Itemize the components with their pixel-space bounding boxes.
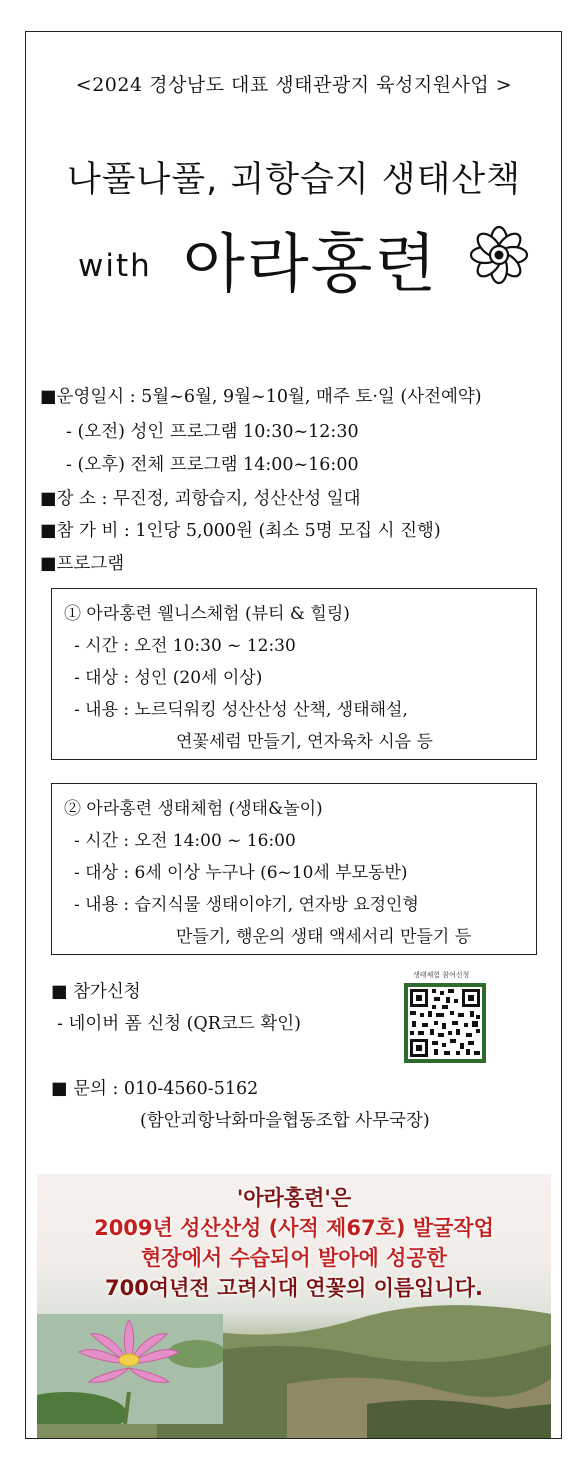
program1-content-cont: 연꽃세럼 만들기, 연자육차 시음 등 (176, 732, 433, 752)
program-box-1 (51, 588, 537, 760)
program2-target: - 대상 : 6세 이상 누구나 (6~10세 부모동반) (74, 863, 408, 883)
poster-title: 나풀나풀, 괴항습지 생태산책 (66, 160, 522, 200)
info-morning: - (오전) 성인 프로그램 10:30~12:30 (66, 422, 359, 442)
lotus-photo (37, 1314, 223, 1424)
info-place: ■장 소 : 무진정, 괴항습지, 성산산성 일대 (40, 489, 361, 509)
lotus-icon (37, 1314, 223, 1424)
banner-line-2: 2009년 성산산성 (사적 제67호) 발굴작업 (94, 1216, 494, 1240)
program-box-2 (51, 783, 537, 955)
apply-heading: ■ 참가신청 (51, 982, 141, 1002)
qr-code[interactable] (404, 983, 486, 1063)
program2-content-cont: 만들기, 행운의 생태 액세서리 만들기 등 (176, 927, 472, 947)
title-with: with (78, 248, 152, 284)
program2-time: - 시간 : 오전 14:00 ~ 16:00 (74, 831, 296, 851)
project-subtitle: <2024 경상남도 대표 생태관광지 육성지원사업 > (75, 74, 513, 96)
qr-caption: 생태체험 참여신청 (413, 971, 470, 979)
info-afternoon: - (오후) 전체 프로그램 14:00~16:00 (66, 455, 359, 475)
lotus-banner (37, 1174, 551, 1438)
poster-main-title: 아라홍련 (183, 228, 439, 302)
info-schedule: ■운영일시 : 5월~6월, 9월~10월, 매주 토·일 (사전예약) (40, 387, 482, 407)
banner-line-1: '아라홍련'은 (236, 1186, 352, 1210)
program2-title: ② 아라홍련 생태체험 (생태&놀이) (64, 799, 323, 819)
banner-line-3: 현장에서 수습되어 발아에 성공한 (141, 1246, 447, 1270)
info-fee: ■참 가 비 : 1인당 5,000원 (최소 5명 모집 시 진행) (40, 521, 441, 541)
program1-target: - 대상 : 성인 (20세 이상) (74, 668, 263, 688)
contact-phone: ■ 문의 : 010-4560-5162 (51, 1079, 259, 1099)
info-program: ■프로그램 (40, 554, 125, 574)
apply-method: - 네이버 폼 신청 (QR코드 확인) (57, 1014, 301, 1034)
flower-icon (468, 224, 530, 286)
banner-line-4: 700여년전 고려시대 연꽃의 이름입니다. (104, 1276, 484, 1300)
program1-content: - 내용 : 노르딕워킹 성산산성 산책, 생태해설, (74, 700, 408, 720)
program2-content: - 내용 : 습지식물 생태이야기, 연자방 요정인형 (74, 895, 419, 915)
contact-org: (함안괴항낙화마을협동조합 사무국장) (140, 1111, 430, 1131)
program1-time: - 시간 : 오전 10:30 ~ 12:30 (74, 636, 296, 656)
program1-title: ① 아라홍련 웰니스체험 (뷰티 & 힐링) (64, 604, 350, 624)
